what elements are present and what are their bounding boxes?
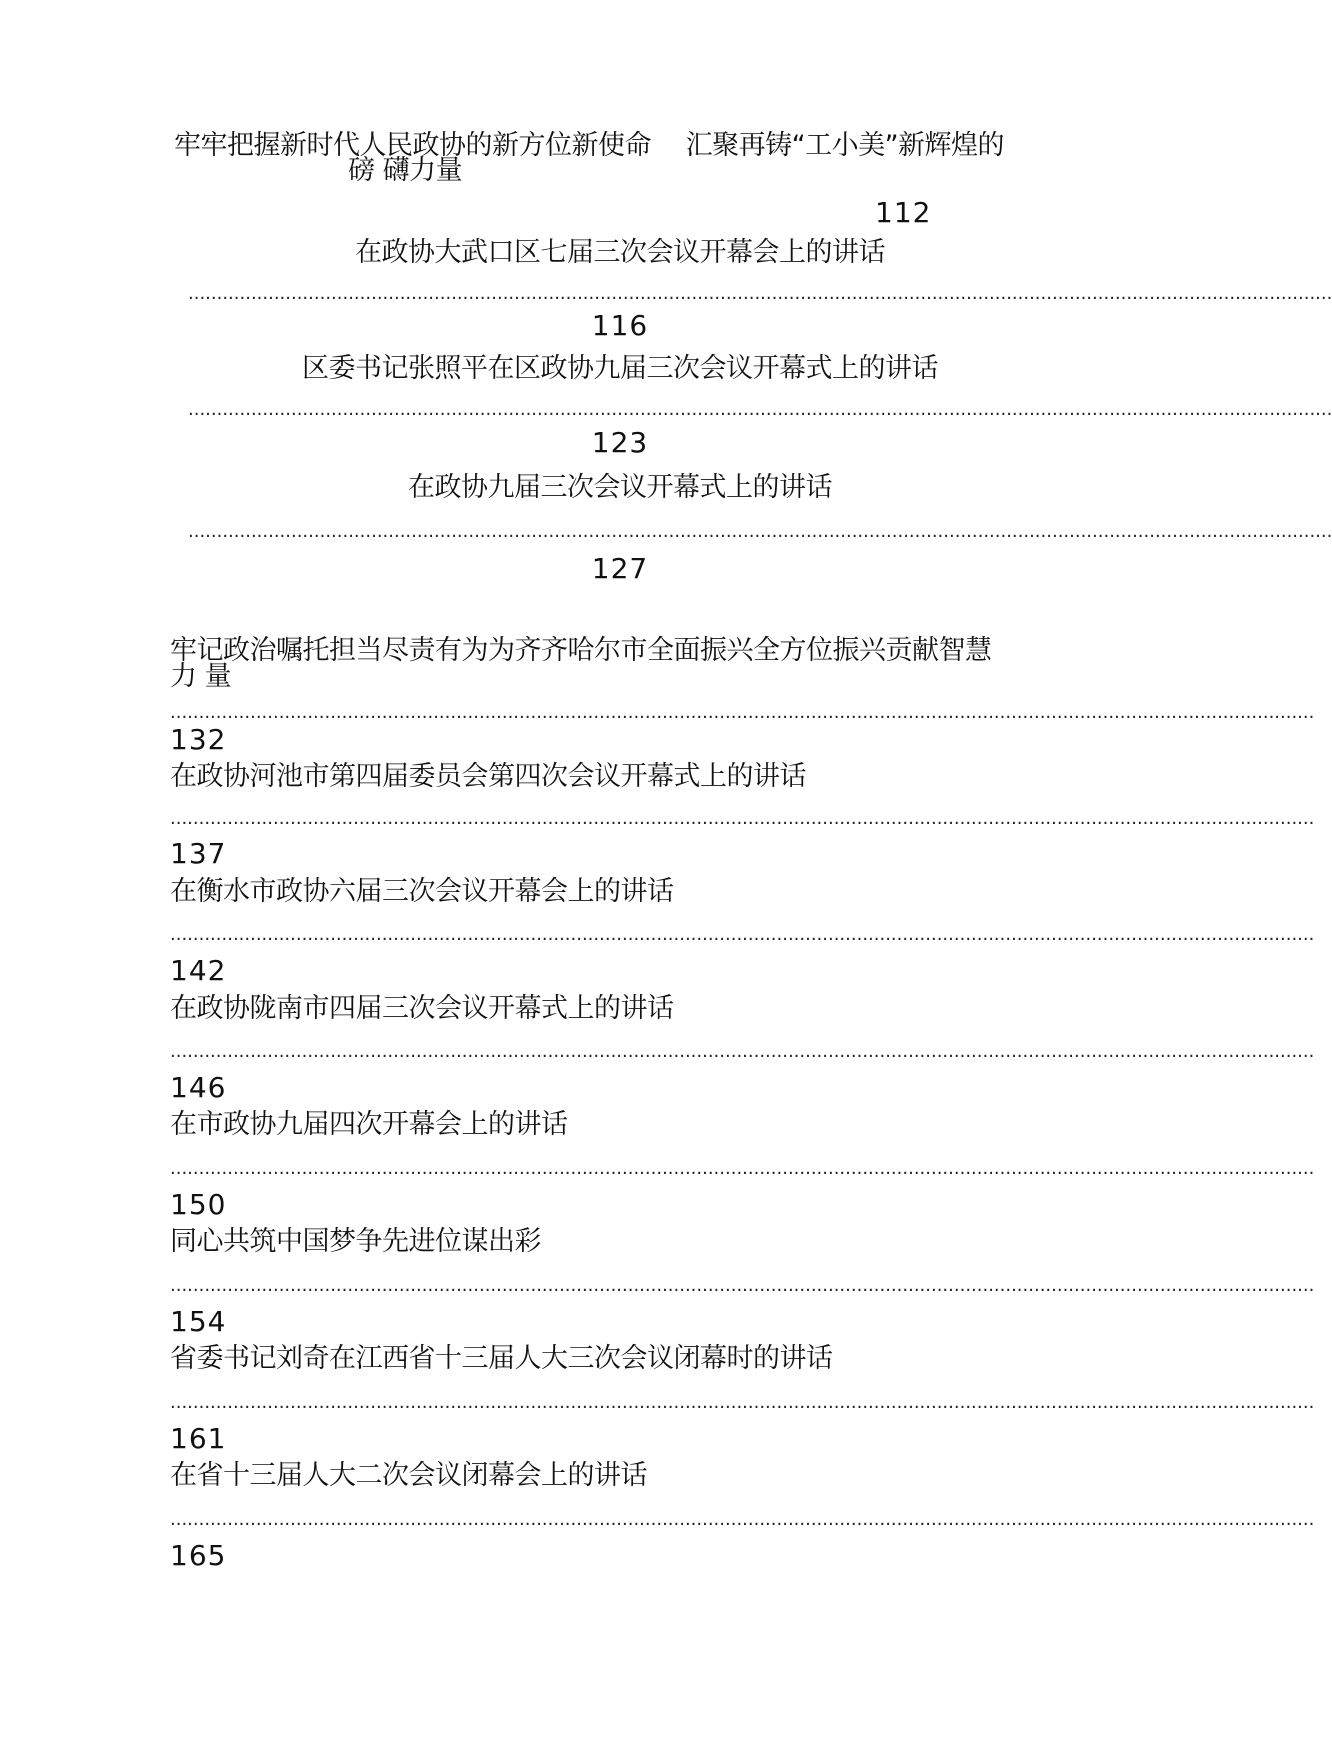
toc-entry-title-continued[interactable]: 磅 礴力量 <box>348 155 463 186</box>
toc-leader-dots: ........................................................................................................................................................................................................ <box>170 1509 1315 1530</box>
toc-leader-dots: ........................................................................................................................................................................................................ <box>170 1041 1315 1062</box>
toc-leader-dots: ........................................................................................................................................................................................................ <box>170 808 1315 829</box>
toc-entry-title[interactable]: 省委书记刘奇在江西省十三届人大三次会议闭幕时的讲话 <box>170 1343 833 1374</box>
toc-leader-dots: ........................................................................................................................................................................................................ <box>170 1158 1315 1179</box>
toc-entry-title[interactable]: 在衡水市政协六届三次会议开幕会上的讲话 <box>170 876 674 907</box>
toc-entry-title[interactable]: 在政协大武口区七届三次会议开幕会上的讲话 <box>355 237 885 268</box>
toc-entry-title[interactable]: 区委书记张照平在区政协九届三次会议开幕式上的讲话 <box>302 353 938 384</box>
toc-entry-title[interactable]: 在政协河池市第四届委员会第四次会议开幕式上的讲话 <box>170 761 806 792</box>
toc-leader-dots: ........................................................................................................................................................................................................ <box>170 1392 1315 1413</box>
toc-page-number[interactable]: 142 <box>170 954 227 987</box>
toc-leader-dots: ........................................................................................................................................................................................................ <box>188 283 1332 304</box>
toc-page-number[interactable]: 165 <box>170 1539 227 1572</box>
toc-page-number[interactable]: 132 <box>170 723 227 756</box>
toc-leader-dots: ........................................................................................................................................................................................................ <box>170 702 1315 723</box>
toc-entry-title[interactable]: 在省十三届人大二次会议闭幕会上的讲话 <box>170 1460 647 1491</box>
toc-page-number[interactable]: 116 <box>591 309 649 342</box>
toc-page-number[interactable]: 154 <box>170 1305 227 1338</box>
toc-entry-title[interactable]: 在政协陇南市四届三次会议开幕式上的讲话 <box>170 993 674 1024</box>
toc-page-number[interactable]: 123 <box>591 426 649 459</box>
toc-entry-title-continued[interactable]: 力 量 <box>170 661 232 692</box>
toc-page-number[interactable]: 112 <box>875 196 932 229</box>
toc-leader-dots: ........................................................................................................................................................................................................ <box>170 924 1315 945</box>
toc-entry-title[interactable]: 在市政协九届四次开幕会上的讲话 <box>170 1109 568 1140</box>
toc-entry-title[interactable]: 牢牢把握新时代人民政协的新方位新使命 汇聚再铸“工小美”新辉煌的 <box>174 130 1005 161</box>
toc-entry-title[interactable]: 牢记政治嘱托担当尽责有为为齐齐哈尔市全面振兴全方位振兴贡献智慧 <box>170 635 992 666</box>
toc-leader-dots: ........................................................................................................................................................................................................ <box>188 399 1332 420</box>
toc-page-number[interactable]: 150 <box>170 1188 227 1221</box>
toc-leader-dots: ........................................................................................................................................................................................................ <box>188 521 1332 542</box>
toc-page-number[interactable]: 146 <box>170 1071 227 1104</box>
toc-page-number[interactable]: 137 <box>170 837 227 870</box>
toc-entry-title[interactable]: 同心共筑中国梦争先进位谋出彩 <box>170 1226 541 1257</box>
toc-page-number[interactable]: 127 <box>591 552 649 585</box>
toc-entry-title[interactable]: 在政协九届三次会议开幕式上的讲话 <box>408 472 832 503</box>
toc-page-number[interactable]: 161 <box>170 1422 227 1455</box>
toc-leader-dots: ........................................................................................................................................................................................................ <box>170 1275 1315 1296</box>
